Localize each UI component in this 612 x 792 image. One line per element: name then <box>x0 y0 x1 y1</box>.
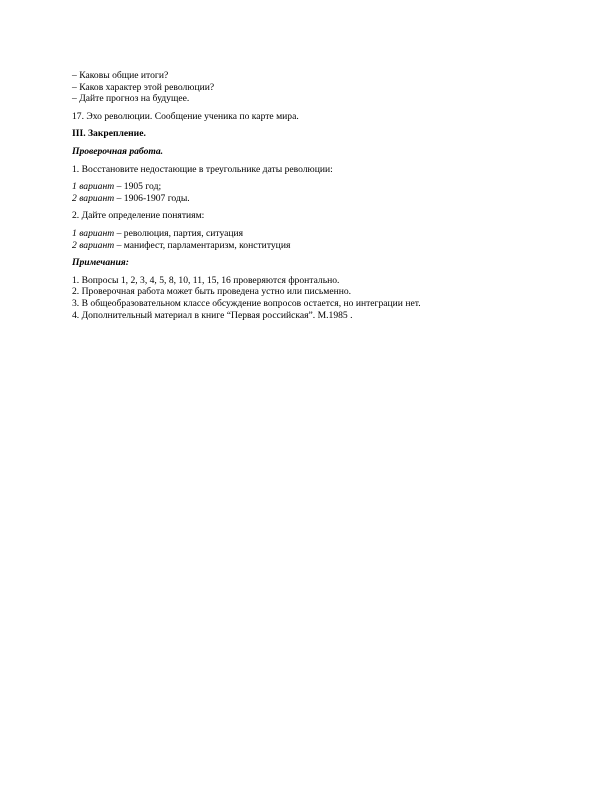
task2-variant1 <box>72 228 540 240</box>
notes-heading: Примечания: <box>72 257 129 269</box>
note-item: 4. Дополнительный материал в книге “Первая российская”. М.1985 . <box>72 309 353 321</box>
note-item: 3. В общеобразовательном классе обсуждение вопросов остается, но интеграции нет. <box>72 297 421 309</box>
item-17-echo: 17. Эхо революции. Сообщение ученика по карте мира. <box>72 110 299 122</box>
question-forecast: – Дайте прогноз на будущее. <box>72 93 190 105</box>
task2-prompt: 2. Дайте определение понятиям: <box>72 210 205 222</box>
task2-variant2 <box>72 240 540 252</box>
question-total-results: – Каковы общие итоги? <box>72 70 169 81</box>
task2-variant1-text: – революция, партия, ситуация <box>114 227 244 239</box>
task1-variant2 <box>72 193 540 205</box>
question-revolution-character: – Каков характер этой революции? <box>72 81 215 93</box>
task1-variant2-text: – 1906-1907 годы. <box>114 192 190 204</box>
test-heading: Проверочная работа. <box>72 145 164 157</box>
task2-variant2-label: 2 вариант <box>72 239 115 251</box>
document-page <box>72 70 540 321</box>
task1-variant2-label: 2 вариант <box>72 192 115 204</box>
task2-variant1-label: 1 вариант <box>72 227 115 239</box>
task1-variant1-text: – 1905 год; <box>114 181 162 193</box>
task1-prompt: 1. Восстановите недостающие в треугольнике даты революции: <box>72 163 333 175</box>
task2-variant2-text: – манифест, парламентаризм, конституция <box>114 239 291 251</box>
task1-variant1 <box>72 181 540 193</box>
note-item: 2. Проверочная работа может быть проведена устно или письменно. <box>72 286 352 298</box>
task1-variant1-label: 1 вариант <box>72 181 115 193</box>
section-heading-consolidation: III. Закрепление. <box>72 128 146 140</box>
note-item: 1. Вопросы 1, 2, 3, 4, 5, 8, 10, 11, 15, 16 проверяются фронтально. <box>72 274 340 286</box>
